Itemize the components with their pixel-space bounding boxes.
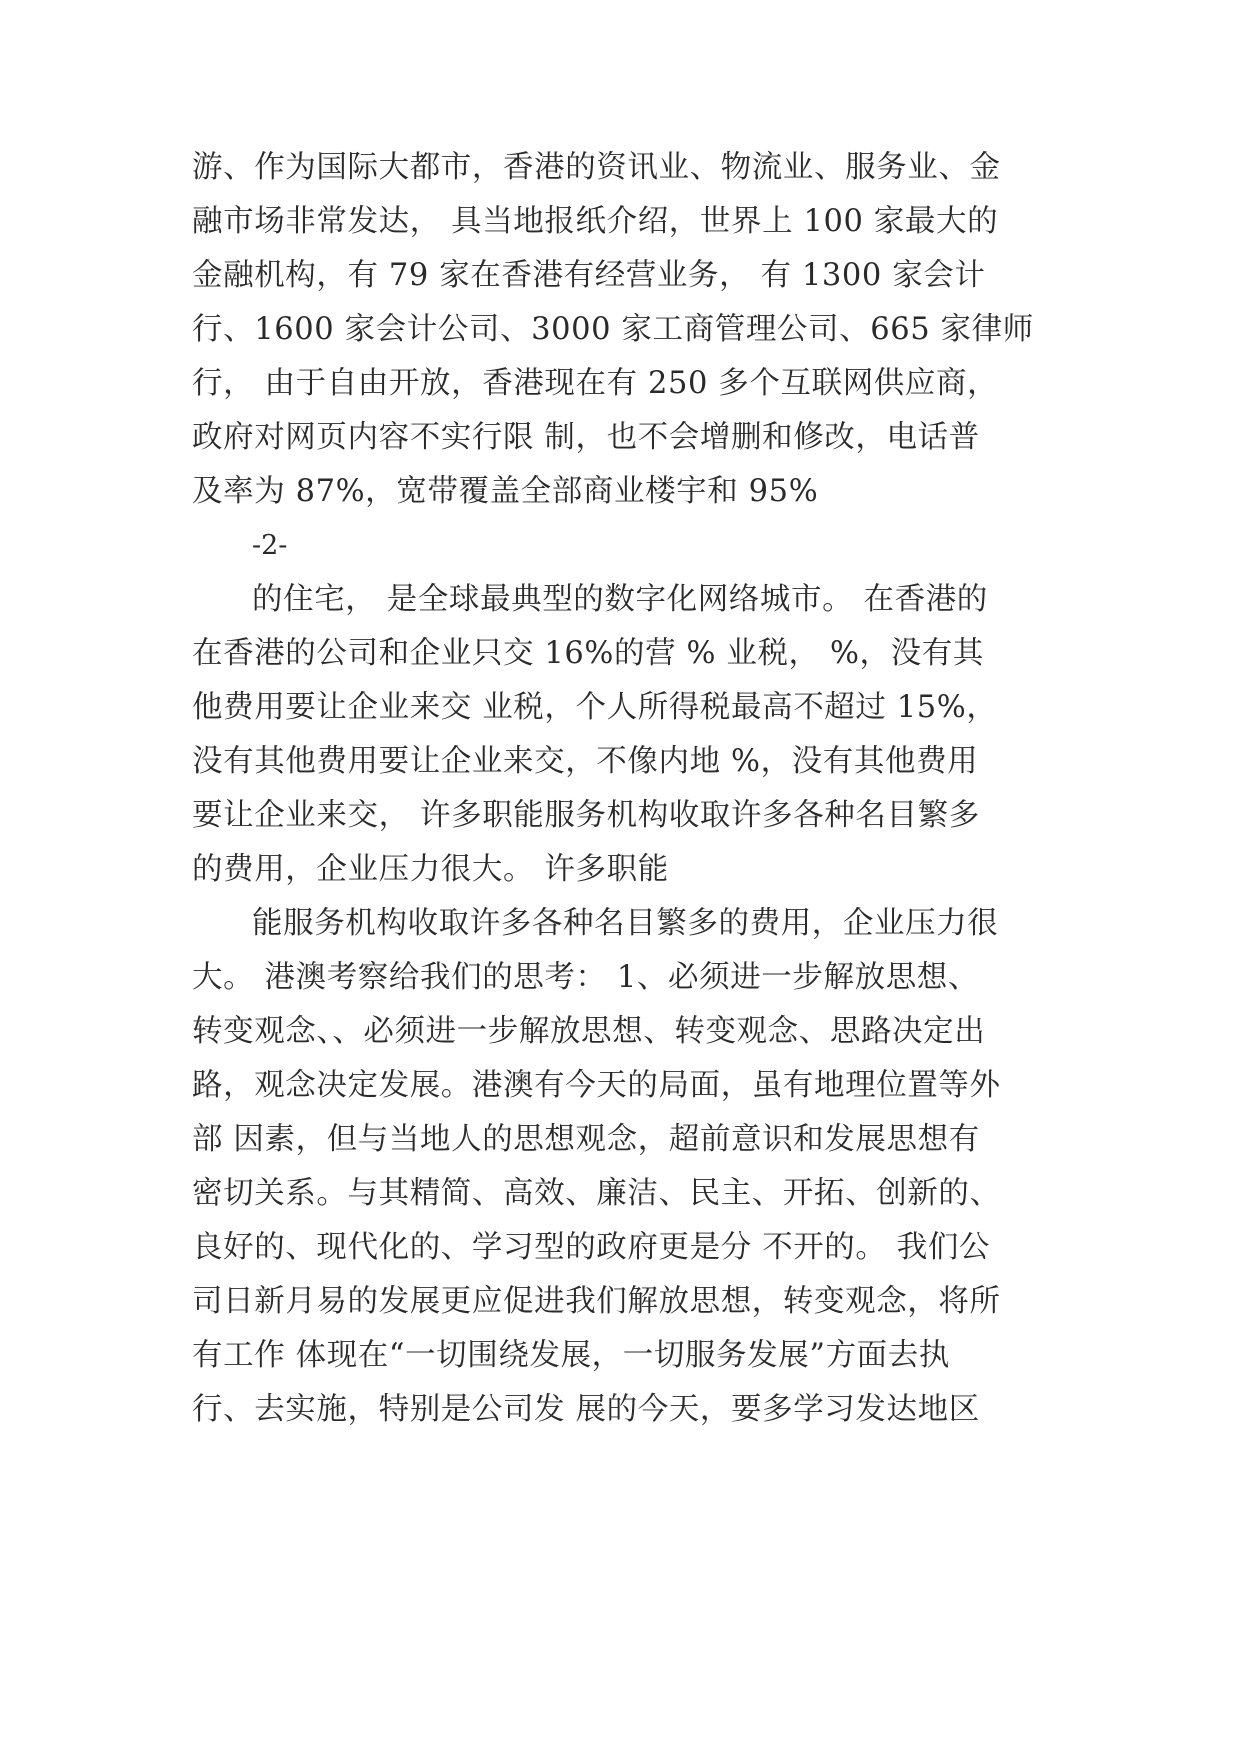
paragraph-3-line-3: 转变观念、、必须进一步解放思想、转变观念、思路决定出	[192, 1014, 986, 1049]
paragraph-3-line-10: 行、去实施，特别是公司发 展的今天，要多学习发达地区	[192, 1392, 980, 1427]
paragraph-2-line-2: 在香港的公司和企业只交 16%的营 % 业税， %，没有其	[192, 636, 984, 671]
paragraph-1-line-5: 行， 由于自由开放，香港现在有 250 多个互联网供应商，	[192, 366, 999, 401]
paragraph-1-line-6: 政府对网页内容不实行限 制，也不会增删和修改，电话普	[192, 420, 980, 455]
paragraph-1-line-1: 游、作为国际大都市，香港的资讯业、物流业、服务业、金	[192, 150, 1001, 185]
paragraph-3-line-4: 路，观念决定发展。港澳有今天的局面，虽有地理位置等外	[192, 1068, 1001, 1103]
paragraph-2-line-3: 他费用要让企业来交 业税，个人所得税最高不超过 15%，	[192, 690, 998, 725]
paragraph-1-line-7: 及率为 87%，宽带覆盖全部商业楼宇和 95%	[192, 474, 819, 509]
paragraph-2-line-4: 没有其他费用要让企业来交，不像内地 %，没有其他费用	[192, 744, 979, 779]
paragraph-3-line-2: 大。 港澳考察给我们的思考： 1、必须进一步解放思想、	[192, 960, 979, 995]
paragraph-3-line-5: 部 因素，但与当地人的思想观念，超前意识和发展思想有	[192, 1122, 980, 1157]
paragraph-3-line-9: 有工作 体现在“一切围绕发展，一切服务发展”方面去执	[192, 1338, 950, 1373]
paragraph-3-line-7: 良好的、现代化的、学习型的政府更是分 不开的。 我们公	[192, 1230, 991, 1265]
paragraph-2-line-5: 要让企业来交， 许多职能服务机构收取许多各种名目繁多	[192, 798, 980, 833]
paragraph-3-line-8: 司日新月易的发展更应促进我们解放思想，转变观念，将所	[192, 1284, 1001, 1319]
paragraph-1-line-4: 行、1600 家会计公司、3000 家工商管理公司、665 家律师	[192, 312, 1034, 347]
paragraph-2-line-1: 的住宅， 是全球最典型的数字化网络城市。 在香港的	[252, 582, 988, 617]
page-number: -2-	[252, 530, 288, 561]
paragraph-2-line-6: 的费用，企业压力很大。 许多职能	[192, 852, 669, 887]
paragraph-1-line-3: 金融机构，有 79 家在香港有经营业务， 有 1300 家会计	[192, 258, 986, 293]
paragraph-1-line-2: 融市场非常发达， 具当地报纸介绍，世界上 100 家最大的	[192, 204, 999, 239]
paragraph-3-line-6: 密切关系。与其精简、高效、廉洁、民主、开拓、创新的、	[192, 1176, 1001, 1211]
paragraph-3-line-1: 能服务机构收取许多各种名目繁多的费用，企业压力很	[252, 906, 999, 941]
